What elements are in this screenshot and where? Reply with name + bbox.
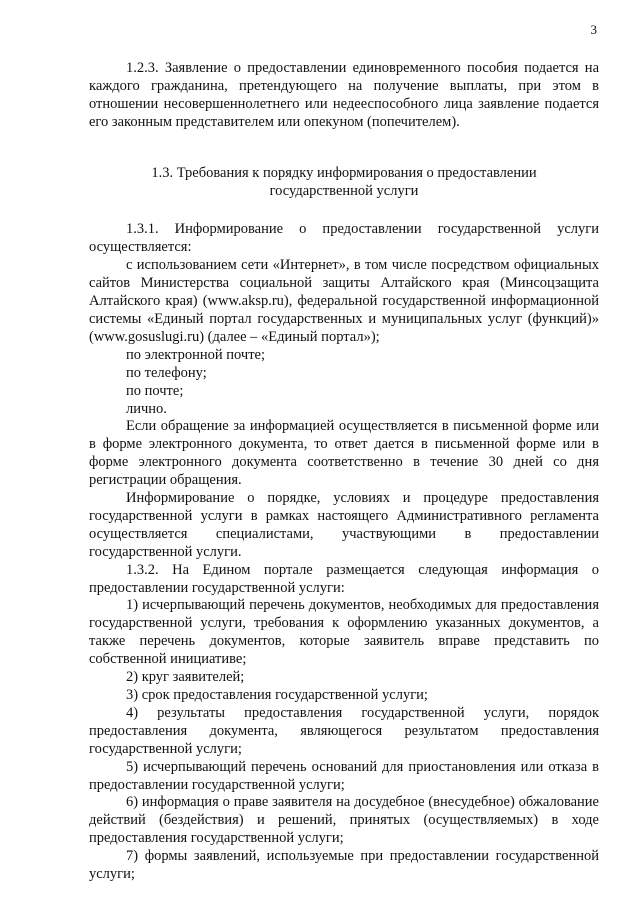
- list-item-5: 5) исчерпывающий перечень оснований для приостановления или отказа в предоставлении государственной услуги;: [89, 758, 599, 793]
- paragraph-internet: с использованием сети «Интернет», в том числе посредством официальных сайтов Министерства социальной защиты Алтайского края (Минсоцзащита Алтайского края) (www.aksp.ru), федеральной государственной информационной системы «Единый портал государственных и муниципальных услуг (функций)» (www.gosuslugi.ru) (далее – «Единый портал»);: [89, 257, 599, 345]
- list-item-4: 4) результаты предоставления государственной услуги, порядок предоставления документа, являющегося результатом предоставления государственной услуги;: [89, 704, 599, 757]
- section-heading-line-1: 1.3. Требования к порядку информирования о предоставлении: [151, 164, 537, 181]
- paragraph-1-3-1: 1.3.1. Информирование о предоставлении государственной услуги осуществляется:: [89, 221, 599, 256]
- section-heading-line-2: государственной услуги: [269, 182, 419, 199]
- paragraph-phone: по телефону;: [126, 364, 207, 381]
- list-item-1: 1) исчерпывающий перечень документов, необходимых для предоставления государственной услуги, требования к оформлению указанных документов, а также перечень документов, которые заявитель вправе представить по собственной инициативе;: [89, 597, 599, 668]
- page-number: 3: [590, 22, 597, 37]
- paragraph-informing-specialists: Информирование о порядке, условиях и процедуре предоставления государственной услуги в рамках настоящего Административного регламента осуществляется специалистами, участвующими в предоставлении государственной услуги.: [89, 490, 599, 560]
- paragraph-written-response: Если обращение за информацией осуществляется в письменной форме или в форме электронного документа, то ответ дается в письменной форме или в форме электронного документа соответственно в течение 30 дней со дня регистрации обращения.: [89, 418, 599, 489]
- paragraph-email: по электронной почте;: [126, 346, 266, 363]
- list-item-3: 3) срок предоставления государственной услуги;: [126, 687, 428, 703]
- section-heading: [89, 165, 599, 201]
- paragraph-post: по почте;: [126, 382, 184, 399]
- paragraph-1-2-3: 1.2.3. Заявление о предоставлении единовременного пособия подается на каждого гражданина, претендующего на получение выплаты, при этом в отношении несовершеннолетнего или недееспособного лица заявление подается его законным представителем или опекуном (попечителем).: [89, 60, 599, 130]
- list-item-7: 7) формы заявлений, используемые при предоставлении государственной услуги;: [89, 848, 599, 883]
- paragraph-in-person: лично.: [126, 400, 167, 417]
- document-body: [89, 60, 599, 884]
- paragraph-1-3-2: 1.3.2. На Едином портале размещается следующая информация о предоставлении государственной услуги:: [89, 561, 599, 596]
- list-item-6: 6) информация о праве заявителя на досудебное (внесудебное) обжалование действий (бездействия) и решений, принятых (осуществляемых) в ходе предоставления государственной услуги;: [89, 794, 599, 847]
- list-item-2: 2) круг заявителей;: [126, 669, 245, 686]
